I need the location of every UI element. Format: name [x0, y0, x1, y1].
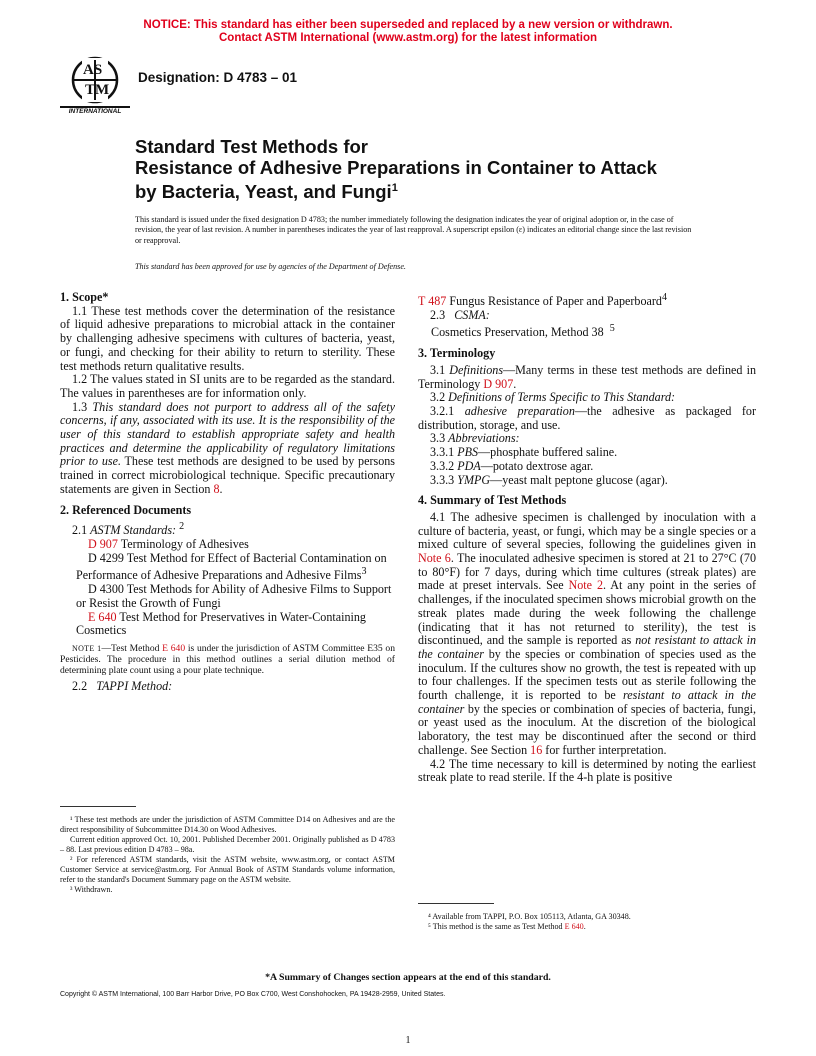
paragraph-3-1: 3.1 Definitions—Many terms in these test methods are defined in Terminology D 907.	[418, 362, 756, 391]
notice-line-1: NOTICE: This standard has either been superseded and replaced by a new version or withdrawn.	[143, 19, 673, 31]
paragraph-4-2: 4.2 The time necessary to kill is determined by noting the earliest streak plate to read sterile. If the 4-h plate is positive	[418, 756, 756, 785]
d907-link[interactable]: D 907	[483, 376, 514, 391]
reference-list	[60, 538, 395, 638]
reference-item	[60, 538, 395, 552]
footnote-1-edition: Current edition approved Oct. 10, 2001. Published December 2001. Originally published as D 4783 – 88. Last previous edition D 4783 – 98a.	[60, 835, 395, 854]
footnotes-left	[60, 815, 395, 895]
reference-item	[60, 552, 395, 583]
footnote-2: ² For referenced ASTM standards, visit the ASTM website, www.astm.org, or contact ASTM Customer Service at service@astm.org. For Annual Book of ASTM Standards volume information, refer to the standard's Document Summary page on the ASTM website.	[60, 855, 395, 884]
reference-title: Terminology of Adhesives	[120, 536, 249, 551]
page-number: 1	[405, 1035, 411, 1046]
note-6-link[interactable]: Note 6	[418, 551, 451, 566]
footnote-4: ⁴ Available from TAPPI, P.O. Box 105113, Atlanta, GA 30348.	[428, 912, 631, 921]
paragraph-1-1: 1.1 These test methods cover the determination of the resistance of liquid adhesive preparations to microbial attack in the container by challenging adhesive specimens with cultures of bacteria, yeast, or fungi, and checking for their ability to return to sterility. These test methods return qualitative results.	[60, 303, 395, 373]
designation: Designation: D 4783 – 01	[138, 70, 298, 85]
note-1: NOTE 1—Test Method E 640 is under the jurisdiction of ASTM Committee E35 on Pesticides. The procedure in this method outlines a serial dilution method of determining plate count using a pour plate technique.	[60, 642, 395, 676]
section-16-link[interactable]: 16	[530, 742, 543, 757]
reference-title: Test Methods for Ability of Adhesive Films to Support or Resist the Growth of Fungi	[76, 582, 392, 610]
paragraph-3-2-1: 3.2.1 adhesive preparation—the adhesive as packaged for distribution, storage, and use.	[418, 403, 756, 432]
reference-item	[60, 611, 395, 638]
approved-statement: This standard has been approved for use by agencies of the Department of Defense.	[135, 262, 406, 271]
note-2-link[interactable]: Note 2	[568, 578, 603, 593]
left-column	[60, 291, 395, 694]
t487-link[interactable]: T 487	[418, 294, 447, 309]
abbreviation-text: —phosphate buffered saline.	[478, 445, 618, 460]
title-line-1: Standard Test Methods for	[135, 136, 368, 157]
footnote-1: ¹ These test methods are under the jurisdiction of ASTM Committee D14 on Adhesives and are the direct responsibility of Subcommittee D14.30 on Wood Adhesives.	[60, 815, 395, 834]
terminology-heading: 3. Terminology	[418, 346, 496, 361]
abbreviation-num: 3.3.2	[430, 458, 455, 473]
reference-title: Test Method for Effect of Bacterial Contamination on Performance of Adhesive Preparations and Adhesive Films	[76, 550, 387, 583]
reference-footnote-marker: 3	[361, 566, 367, 578]
abbreviation-text: —yeast malt peptone glucose (agar).	[490, 472, 668, 487]
footnote-rule-left	[60, 806, 136, 807]
reference-code[interactable]: D 907	[88, 536, 118, 551]
abbreviation-term: PBS	[457, 445, 479, 460]
right-column	[418, 291, 756, 785]
reference-item	[60, 583, 395, 610]
abbreviation-item	[418, 474, 756, 488]
notice-banner	[0, 19, 816, 45]
notice-line-2: Contact ASTM International (www.astm.org) for the latest information	[218, 32, 598, 44]
abbreviation-num: 3.3.3	[430, 472, 455, 487]
paragraph-4-1: 4.1 The adhesive specimen is challenged by inoculation with a culture of bacteria, yeast, or fungi, which may be a single species or a mixed culture of several species, following the guidelines given in Note 6. The inoculated adhesive specimen is stored at 21 to 27°C (70 to 80°F) for 7 days, during which time cultures (streak plates) are made at preset intervals. See Note 2. At any point in the series of challenges, if the inoculated specimen shows microbial growth on the streak plates made during the week following the challenge (indicating that it has not returned to sterility), the test is discontinued, and the sample is reported as not resistant to attack in the container by the species or combination of species used as the inoculum. If the cultures show no growth, the test is repeated with up to four challenges. If the specimen tests out as sterile following the fourth challenge, it is reported to be resistant to attack in the container by the species or combination of species of bacteria, fungi, or yeast used as the inoculum. At the discretion of the biological laboratory, the test may be discontinued after the second or third challenge. See Section 16 for further interpretation.	[418, 509, 756, 757]
footnote-5: ⁵ This method is the same as Test Method E 640.	[428, 922, 586, 931]
issue-statement: This standard is issued under the fixed designation D 4783; the number immediately following the designation indicates the year of original adoption or, in the case of revision, the year of last revision. A number in parentheses indicates the year of last reapproval. A superscript epsilon (ε) indicates an editorial change since the last revision or reapproval.	[135, 215, 692, 245]
tappi-reference: T 487 Fungus Resistance of Paper and Paperboard$^4$	[418, 292, 668, 309]
astm-logo	[60, 54, 130, 120]
abbreviation-item	[418, 460, 756, 474]
abbreviation-term: YMPG	[457, 472, 491, 487]
note-e640-link[interactable]: E 640	[162, 642, 186, 654]
summary-heading: 4. Summary of Test Methods	[418, 493, 567, 508]
logo-label: INTERNATIONAL	[68, 108, 122, 115]
paragraph-1-2: 1.2 The values stated in SI units are to be regarded as the standard. The values in parentheses are for information only.	[60, 372, 395, 400]
paragraph-1-3: 1.3 This standard does not purport to address all of the safety concerns, if any, associated with its use. It is the responsibility of the user of this standard to establish appropriate safety and health practices and determine the applicability of regulatory limitations prior to use. These test methods are designed to be used by persons trained in correct microbiological technique. Specific precautionary statements are given in Section 8.	[60, 399, 395, 496]
paragraph-3-3: 3.3 Abbreviations:	[430, 431, 520, 446]
title-line-3: by Bacteria, Yeast, and Fungi$^1$	[135, 181, 398, 203]
astm-standards-label: 2.1 ASTM Standards: $^2$	[72, 521, 185, 538]
reference-code: D 4299	[88, 550, 124, 565]
footnote-rule-right	[418, 903, 494, 904]
abbreviation-term: PDA	[457, 458, 481, 473]
csma-label: 2.3 CSMA:	[430, 307, 490, 322]
summary-of-changes-note: *A Summary of Changes section appears at the end of this standard.	[265, 972, 551, 983]
scope-heading: 1. Scope*	[60, 290, 109, 304]
title-line-2: Resistance of Adhesive Preparations in Container to Attack	[135, 156, 657, 178]
footnote-e640-link[interactable]: E 640	[564, 922, 584, 931]
svg-text:AS: AS	[83, 62, 103, 78]
abbreviation-num: 3.3.1	[430, 445, 455, 460]
csma-reference: Cosmetics Preservation, Method 38 $^5$	[431, 323, 615, 340]
copyright: Copyright © ASTM International, 100 Barr Harbor Drive, PO Box C700, West Conshohocken, PA 19428-2959, United States.	[60, 991, 446, 998]
section-8-link[interactable]: 8	[213, 481, 220, 496]
footnotes-right	[418, 912, 756, 932]
reference-code[interactable]: E 640	[88, 609, 117, 624]
document-title	[135, 137, 735, 203]
abbreviation-text: —potato dextrose agar.	[480, 458, 594, 473]
reference-title: Test Method for Preservatives in Water-Containing Cosmetics	[76, 609, 366, 638]
abbreviation-list	[418, 446, 756, 487]
svg-text:TM: TM	[85, 82, 110, 98]
paragraph-3-2: 3.2 Definitions of Terms Specific to This Standard:	[430, 390, 676, 405]
tappi-label: 2.2 TAPPI Method:	[72, 678, 173, 693]
referenced-heading: 2. Referenced Documents	[60, 502, 192, 517]
reference-code: D 4300	[88, 582, 124, 597]
abbreviation-item	[418, 446, 756, 460]
footnote-3: ³ Withdrawn.	[70, 885, 113, 894]
